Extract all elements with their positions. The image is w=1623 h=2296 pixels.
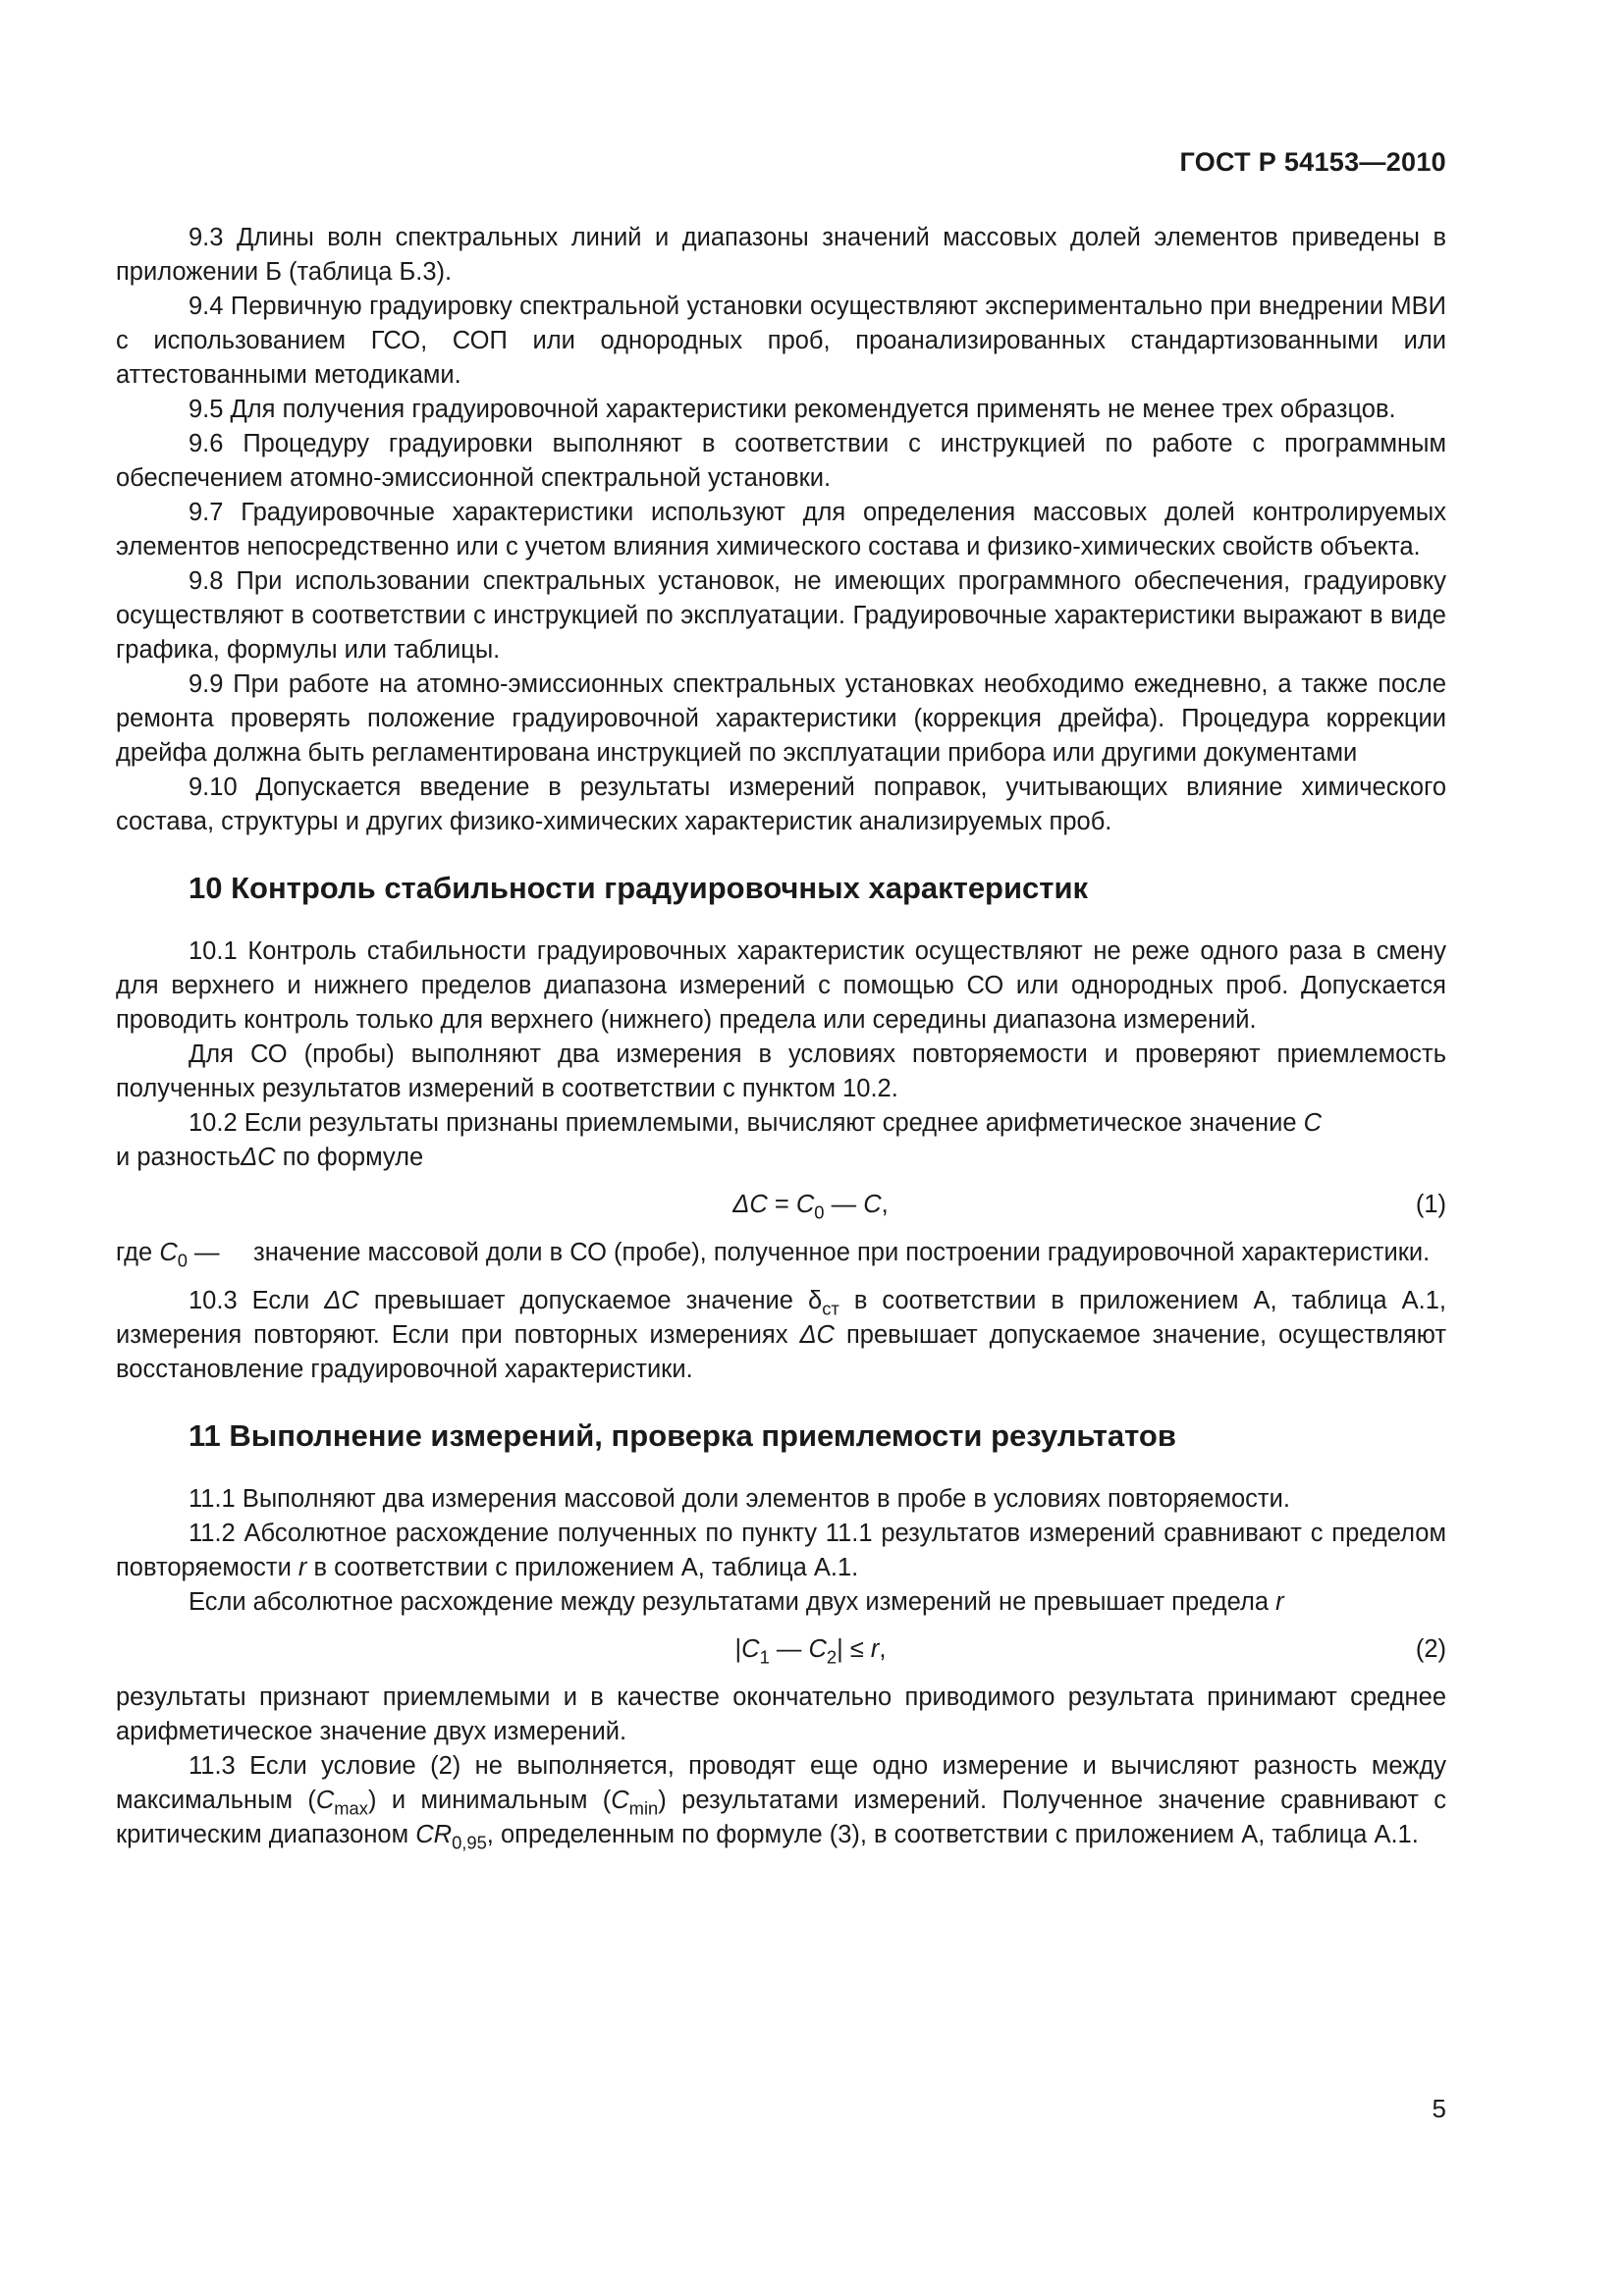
formula-term: C [808,1634,827,1663]
text-segment: превышает допускаемое значение, осуществляют восстановление градуировочной характеристики. [116,1321,1446,1383]
formula-operator: — [769,1634,809,1663]
legend-definition: значение массовой доли в СО (пробе), полученное при построении градуировочной характеристики. [253,1239,1431,1266]
paragraph-10-1: 10.1 Контроль стабильности градуировочных характеристик осуществляют не реже одного раза в смену для верхнего и нижнего пределов диапазона измерений с помощью СО или однородных проб. Допускается проводить контроль только для верхнего (нижнего) предела или середины диапазона измерений. [116,937,1446,1034]
text-segment: и разность [116,1144,242,1171]
variable-cmin: C [611,1787,629,1814]
formula-subscript: 2 [826,1645,838,1667]
text-segment: 11.3 Если условие (2) не выполняется, проводят еще одно измерение и вычисляют разность между максимальным ( [116,1752,1446,1814]
paragraph-10-1-continued: Для СО (пробы) выполняют два измерения в условиях повторяемости и проверяют приемлемость полученных результатов измерений в соответствии с пунктом 10.2. [116,1041,1446,1102]
formula-subscript: 1 [759,1645,770,1667]
formula-operator: | ≤ [837,1634,871,1663]
text-segment: в соответствии в приложением А, таблица А.1, измерения повторяют. Если при повторных измерениях [116,1287,1446,1349]
paragraph-11-2-result: результаты признают приемлемыми и в качестве окончательно приводимого результата принимают среднее арифметическое значение двух измерений. [116,1683,1446,1745]
paragraph-10-2 [116,1106,1446,1175]
text-segment: ) и минимальным ( [367,1787,612,1814]
variable-cr: CR [415,1821,453,1848]
formula-1-number: (1) [1415,1190,1446,1218]
formula-operator: = [767,1190,796,1218]
paragraph-9-7: 9.7 Градуировочные характеристики используют для определения массовых долей контролируемых элементов непосредственно или с учетом влияния химического состава и физико-химических свойств объекта. [116,499,1446,561]
legend-subscript: 0 [177,1250,188,1271]
section-10-heading: 10 Контроль стабильности градуировочных характеристик [189,871,1089,905]
formula-term: ΔC [732,1190,768,1218]
text-segment: 10.3 Если [189,1287,325,1314]
page-number: 5 [1432,2094,1446,2123]
legend-term [116,1236,253,1270]
subscript-0-95: 0,95 [452,1832,487,1853]
variable-c: C [1303,1109,1323,1137]
variable-delta-c: ΔC [241,1144,276,1171]
text-segment: по формуле [275,1144,424,1171]
formula-2-expression [116,1632,1387,1667]
paragraph-9-6: 9.6 Процедуру градуировки выполняют в соответствии с инструкцией по работе с программным обеспечением атомно-эмиссионной спектральной установки. [116,430,1446,492]
subscript-max: max [334,1797,368,1819]
formula-term: C [741,1634,760,1663]
section-11-heading: 11 Выполнение измерений, проверка приемлемости результатов [189,1418,1176,1453]
paragraph-9-5: 9.5 Для получения градуировочной характеристики рекомендуется применять не менее трех образцов. [189,396,1396,423]
text-segment: , определенным по формуле (3), в соответствии с приложением А, таблица А.1. [486,1821,1419,1848]
text-segment: превышает допускаемое значение [358,1287,809,1314]
paragraph-9-9: 9.9 При работе на атомно-эмиссионных спектральных установках необходимо ежедневно, а также после ремонта проверять положение градуировочной характеристики (коррекция дрейфа). Процедура коррекции дрейфа должна быть регламентирована инструкцией по эксплуатации прибора или другими документами [116,670,1446,767]
legend-prefix: где [116,1239,160,1266]
subscript-min: min [628,1797,659,1819]
symbol-delta: δ [808,1287,823,1314]
formula-term: C [863,1190,882,1218]
formula-1-expression [116,1188,1387,1222]
symbol-subscript: ст [822,1298,839,1319]
paragraph-11-3 [116,1749,1446,1852]
legend-dash: — [187,1239,220,1266]
paragraph-9-8: 9.8 При использовании спектральных установок, не имеющих программного обеспечения, градуировку осуществляют в соответствии с инструкцией по эксплуатации. Градуировочные характеристики выражают в виде графика, формулы или таблицы. [116,567,1446,664]
formula-subscript: 0 [814,1201,825,1222]
formula-1 [116,1187,1446,1222]
standard-header: ГОСТ Р 54153—2010 [1179,147,1446,177]
formula-2-number: (2) [1415,1634,1446,1663]
formula-term: r [870,1634,880,1663]
formula-operator: — [824,1190,864,1218]
paragraph-9-4: 9.4 Первичную градуировку спектральной установки осуществляют экспериментально при внедрении МВИ с использованием ГСО, СОП или однородных проб, проанализированных стандартизованными или аттестованными методиками. [116,293,1446,389]
paragraph-9-3: 9.3 Длины волн спектральных линий и диапазоны значений массовых долей элементов приведены в приложении Б (таблица Б.3). [116,224,1446,286]
formula-punctuation: , [879,1634,887,1663]
variable-delta-c: ΔC [799,1321,835,1349]
variable-r: r [1275,1588,1284,1616]
variable-cmax: C [315,1787,335,1814]
text-segment: ) результатами измерений. Полученное значение сравнивают с критическим диапазоном [116,1787,1447,1848]
paragraph-11-2 [116,1517,1446,1585]
text-segment: 11.2 Абсолютное расхождение полученных по пункту 11.1 результатов измерений сравнивают с пределом повторяемости [116,1520,1446,1581]
text-segment: Если абсолютное расхождение между результатами двух измерений не превышает предела [189,1588,1276,1616]
legend-variable: C [159,1239,178,1266]
paragraph-9-10: 9.10 Допускается введение в результаты измерений поправок, учитывающих влияние химического состава, структуры и других физико-химических характеристик анализируемых проб. [116,774,1446,835]
paragraph-11-2-condition [116,1585,1446,1620]
formula-term: C [795,1190,815,1218]
formula-2 [116,1631,1446,1667]
paragraph-10-3 [116,1284,1446,1387]
paragraph-11-1: 11.1 Выполняют два измерения массовой доли элементов в пробе в условиях повторяемости. [189,1485,1290,1513]
formula-1-legend [116,1236,1446,1270]
formula-operator: | [734,1634,742,1663]
variable-delta-c: ΔC [324,1287,359,1314]
page-content [116,221,1446,1852]
text-segment: в соответствии с приложением А, таблица А.1. [306,1554,859,1581]
formula-punctuation: , [881,1190,889,1218]
text-segment: 10.2 Если результаты признаны приемлемыми, вычисляют среднее арифметическое значение [189,1109,1304,1137]
variable-r: r [298,1554,307,1581]
